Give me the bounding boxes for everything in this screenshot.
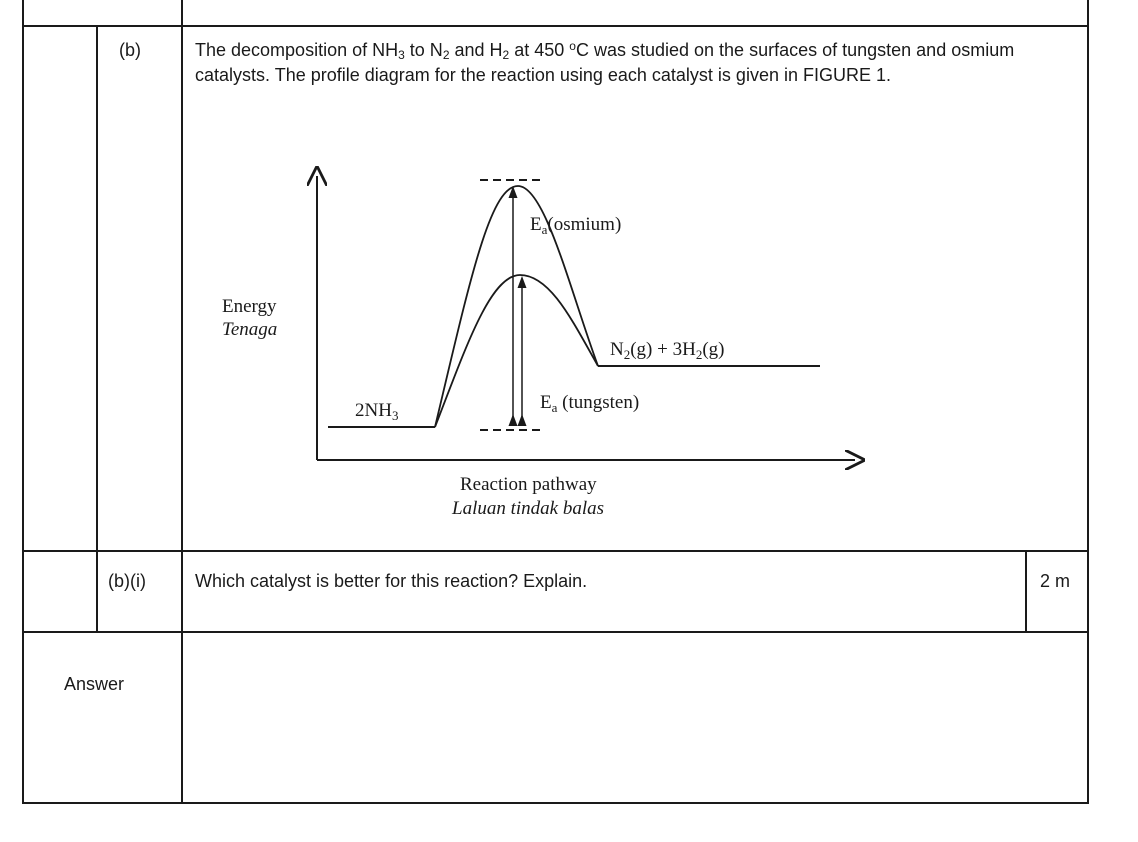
energy-profile-figure <box>200 150 940 540</box>
col-divider-marks <box>1025 550 1027 633</box>
table-right-border <box>1087 0 1089 804</box>
ea-osmium-label: $E_a(osmium)$ <box>530 214 622 237</box>
answer-label: Answer <box>64 674 125 694</box>
y-label-en: Energy <box>222 296 277 317</box>
question-bi-label: (b)(i) <box>108 571 146 591</box>
x-label-ms: Laluan tindak balas <box>452 498 605 519</box>
question-b-text: The decomposition of $NH_3$ to $N_2$ and $H_2$ at 450 $^o$C was studied on the surfaces of tungsten and osmium catalysts. The profile diagram for the reaction using each catalyst is given in FIGURE 1. <box>195 39 1015 85</box>
reactant-label: $2NH_3$ <box>355 400 399 423</box>
product-label: $N_2(g) + 3H_2(g)$ <box>610 339 725 362</box>
table-bottom-border <box>22 802 1089 804</box>
x-label-en: Reaction pathway <box>460 474 597 495</box>
question-bi-text: Which catalyst is better for this reaction? Explain. <box>195 571 588 591</box>
col-divider-sub <box>96 25 98 633</box>
row-divider-figure <box>22 550 1089 552</box>
row-divider-top <box>22 25 1089 27</box>
question-bi-marks: 2 m <box>1040 571 1071 591</box>
table-left-border <box>22 0 24 804</box>
y-label-ms: Tenaga <box>222 319 278 340</box>
answer-area[interactable] <box>183 633 1087 802</box>
question-b-label: (b) <box>119 40 141 60</box>
ea-tungsten-label: $E_a$ (tungsten) <box>540 392 640 415</box>
